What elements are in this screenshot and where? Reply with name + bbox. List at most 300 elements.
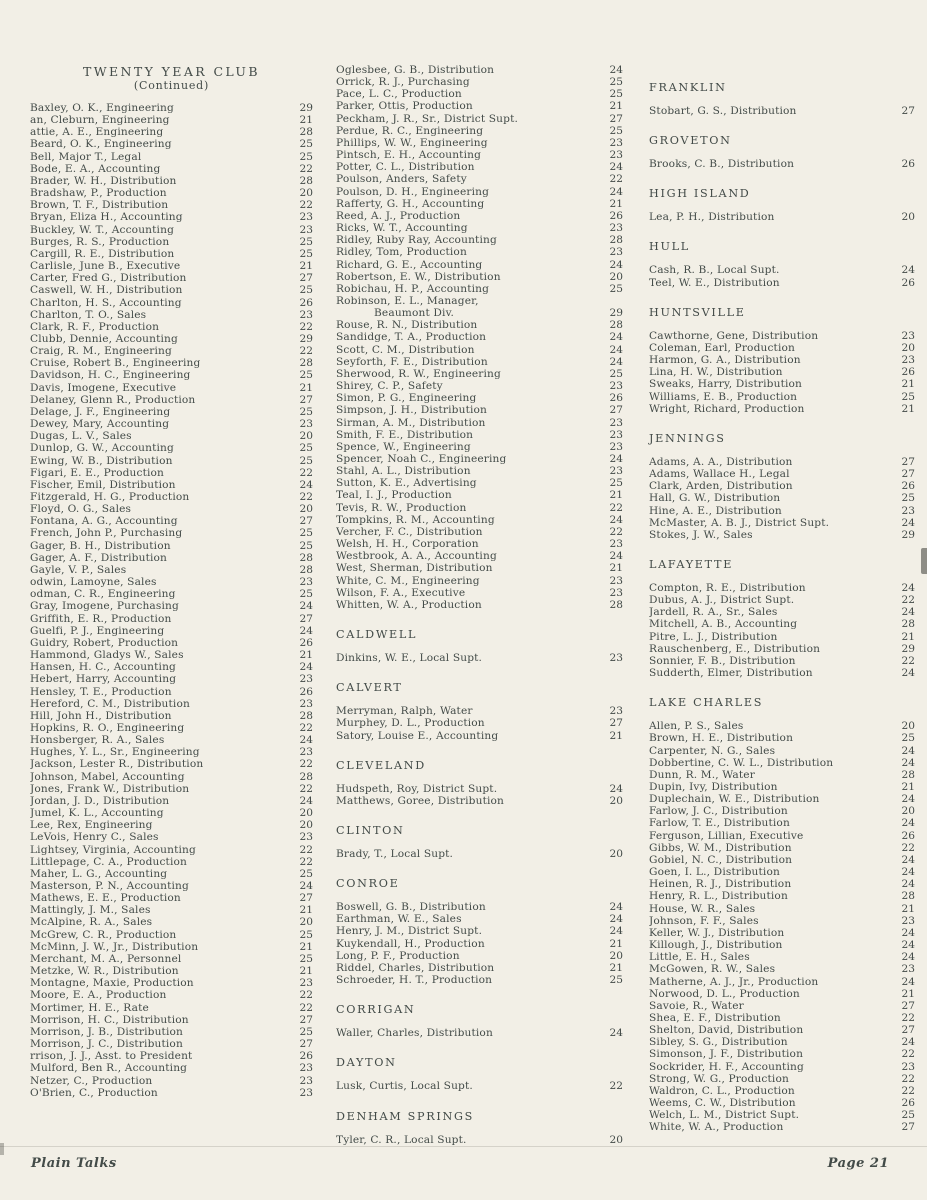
- member-years: 25: [609, 282, 623, 295]
- member-row: [336, 599, 623, 611]
- member-years: 24: [901, 264, 915, 277]
- member-years: 22: [299, 199, 313, 212]
- section-entries: [649, 211, 915, 223]
- member-row: [336, 514, 623, 526]
- member-name: Brooks, C. B., Distribution: [649, 158, 795, 171]
- member-name: Lee, Rex, Engineering: [30, 819, 153, 832]
- member-name: Phillips, W. W., Engineering: [336, 136, 488, 149]
- member-row: [649, 976, 915, 988]
- member-row: [30, 637, 313, 649]
- member-row: [649, 963, 915, 975]
- section-heading: LAKE CHARLES: [649, 696, 764, 710]
- member-years: 29: [901, 528, 915, 541]
- member-row: [30, 394, 313, 406]
- member-name: Hall, G. W., Distribution: [649, 492, 781, 505]
- member-row: [649, 618, 915, 630]
- section-entries: [649, 720, 915, 1133]
- member-row: [30, 904, 313, 916]
- member-years: 28: [901, 618, 915, 631]
- member-name: Teel, W. E., Distribution: [649, 276, 780, 289]
- member-row: [30, 977, 313, 989]
- member-row: [30, 564, 313, 576]
- member-name: McAlpine, R. A., Sales: [30, 916, 153, 929]
- member-years: 24: [609, 331, 623, 344]
- member-name: Morrison, J. C., Distribution: [30, 1038, 183, 1051]
- section-heading: DAYTON: [336, 1056, 397, 1070]
- member-years: 23: [901, 1060, 915, 1073]
- member-years: 21: [609, 961, 623, 974]
- member-name: Metzke, W. R., Distribution: [30, 965, 179, 978]
- member-years: 25: [609, 974, 623, 987]
- member-years: 26: [901, 1097, 915, 1110]
- member-row: [30, 309, 313, 321]
- member-name: Ridley, Tom, Production: [336, 246, 467, 259]
- member-name: Adams, A. A., Distribution: [649, 455, 793, 468]
- member-name: Spence, W., Engineering: [336, 440, 471, 453]
- member-years: 25: [901, 732, 915, 745]
- member-years: 23: [299, 576, 313, 589]
- member-name: Stokes, J. W., Sales: [649, 528, 753, 541]
- member-name: Earthman, W. E., Sales: [336, 913, 462, 926]
- member-row: [30, 515, 313, 527]
- member-row: [30, 758, 313, 770]
- member-name: Bryan, Eliza H., Accounting: [30, 211, 183, 224]
- section-entries: [649, 158, 915, 170]
- member-row: [30, 345, 313, 357]
- member-years: 23: [609, 586, 623, 599]
- member-name: Burges, R. S., Production: [30, 235, 170, 248]
- member-row: [336, 88, 623, 100]
- member-years: 28: [299, 709, 313, 722]
- member-row: [30, 297, 313, 309]
- member-name: Maher, L. G., Accounting: [30, 867, 168, 880]
- member-years: 25: [299, 235, 313, 248]
- member-row: [649, 582, 915, 594]
- member-row: [336, 1080, 623, 1092]
- member-name: Kuykendall, H., Production: [336, 937, 485, 950]
- member-row: [336, 161, 623, 173]
- member-years: 20: [609, 270, 623, 283]
- member-row: [30, 1002, 313, 1014]
- member-name: Hebert, Harry, Accounting: [30, 673, 177, 686]
- member-name: Clark, R. F., Production: [30, 320, 160, 333]
- member-years: 25: [299, 247, 313, 260]
- member-row: [336, 368, 623, 380]
- member-years: 24: [609, 925, 623, 938]
- member-row: [649, 1085, 915, 1097]
- member-years: 21: [299, 965, 313, 978]
- member-years: 23: [299, 977, 313, 990]
- member-years: 27: [901, 455, 915, 468]
- member-row: [336, 392, 623, 404]
- member-name: Allen, P. S., Sales: [649, 720, 744, 733]
- member-years: 20: [609, 949, 623, 962]
- member-row: [336, 149, 623, 161]
- member-years: 26: [299, 685, 313, 698]
- member-years: 27: [901, 999, 915, 1012]
- member-row: [336, 283, 623, 295]
- section-heading: CALVERT: [336, 681, 403, 695]
- member-name: McGowen, R. W., Sales: [649, 963, 776, 976]
- member-row: [336, 125, 623, 137]
- member-name: Merryman, Ralph, Water: [336, 705, 473, 718]
- member-row: [30, 831, 313, 843]
- member-years: 20: [609, 794, 623, 807]
- member-row: [649, 655, 915, 667]
- member-name: Perdue, R. C., Engineering: [336, 124, 484, 137]
- member-name: Tompkins, R. M., Accounting: [336, 513, 495, 526]
- member-years: 24: [609, 550, 623, 563]
- member-years: 24: [609, 1027, 623, 1040]
- member-years: 28: [901, 768, 915, 781]
- section-entries: [336, 1080, 623, 1092]
- member-name: Jardell, R. A., Sr., Sales: [649, 606, 778, 619]
- member-row: [336, 526, 623, 538]
- member-name: Gray, Imogene, Purchasing: [30, 600, 179, 613]
- member-name: Killough, J., Distribution: [649, 939, 783, 952]
- member-years: 22: [901, 1072, 915, 1085]
- member-row: [336, 465, 623, 477]
- member-row: [649, 330, 915, 342]
- member-years: 22: [299, 1001, 313, 1014]
- member-name: Cargill, R. E., Distribution: [30, 247, 175, 260]
- member-name: Rafferty, G. H., Accounting: [336, 197, 485, 210]
- member-name: Brown, T. F., Distribution: [30, 199, 169, 212]
- member-years: 25: [299, 952, 313, 965]
- member-years: [619, 295, 623, 307]
- member-name: Mathews, E. E., Production: [30, 892, 181, 905]
- member-name: Gobiel, N. C., Distribution: [649, 853, 793, 866]
- member-years: 21: [901, 402, 915, 415]
- member-name: Henry, J. M., District Supt.: [336, 925, 483, 938]
- member-name: Fontana, A. G., Accounting: [30, 515, 178, 528]
- member-name: Savoie, R., Water: [649, 999, 744, 1012]
- member-name: Davis, Imogene, Executive: [30, 381, 177, 394]
- member-name: Poulson, Anders, Safety: [336, 173, 467, 186]
- member-name: Charlton, T. O., Sales: [30, 308, 147, 321]
- member-name: Caswell, W. H., Distribution: [30, 284, 183, 297]
- member-row: [30, 892, 313, 904]
- member-name: Sandidge, T. A., Production: [336, 331, 487, 344]
- member-row: [30, 418, 313, 430]
- member-row: [336, 380, 623, 392]
- section-heading: JENNINGS: [649, 431, 726, 445]
- member-name: Carlisle, June B., Executive: [30, 260, 181, 273]
- member-row: [336, 453, 623, 465]
- member-name: Sonnier, F. B., Distribution: [649, 654, 796, 667]
- member-years: 20: [299, 187, 313, 200]
- member-name: O'Brien, C., Production: [30, 1086, 158, 1099]
- member-row: [336, 925, 623, 937]
- member-row: [30, 272, 313, 284]
- member-years: 23: [901, 504, 915, 517]
- member-years: 23: [901, 354, 915, 367]
- member-row: [336, 137, 623, 149]
- member-years: 23: [609, 222, 623, 235]
- member-row: [649, 1024, 915, 1036]
- member-years: 20: [609, 847, 623, 860]
- member-years: 29: [299, 332, 313, 345]
- member-row: [649, 158, 915, 170]
- member-row: [30, 333, 313, 345]
- member-years: 24: [609, 343, 623, 356]
- member-name: Dubus, A. J., District Supt.: [649, 594, 795, 607]
- member-years: 24: [609, 913, 623, 926]
- member-row: [30, 941, 313, 953]
- member-years: 24: [901, 606, 915, 619]
- member-name: Ewing, W. B., Distribution: [30, 454, 173, 467]
- section-entries: [336, 652, 623, 664]
- member-years: 23: [609, 246, 623, 259]
- member-years: 24: [901, 878, 915, 891]
- member-years: 22: [901, 1011, 915, 1024]
- member-row: [649, 403, 915, 415]
- member-years: 24: [901, 667, 915, 680]
- section-heading: HUNTSVILLE: [649, 305, 746, 319]
- member-row: [336, 441, 623, 453]
- member-row: [336, 319, 623, 331]
- member-years: 24: [299, 661, 313, 674]
- member-years: 24: [299, 734, 313, 747]
- member-years: 22: [299, 855, 313, 868]
- member-name: Oglesbee, G. B., Distribution: [336, 64, 495, 76]
- member-years: 20: [901, 211, 915, 224]
- member-name: Brader, W. H., Distribution: [30, 174, 177, 187]
- member-name: Hill, John H., Distribution: [30, 709, 172, 722]
- member-years: 25: [299, 405, 313, 418]
- member-years: 27: [299, 1038, 313, 1051]
- member-years: 25: [901, 390, 915, 403]
- member-name: Shea, E. F., Distribution: [649, 1011, 781, 1024]
- member-row: [30, 856, 313, 868]
- member-years: 25: [299, 284, 313, 297]
- member-name: Carpenter, N. G., Sales: [649, 744, 776, 757]
- member-row: [336, 795, 623, 807]
- member-years: 23: [299, 418, 313, 431]
- member-row: [30, 807, 313, 819]
- section-heading: CALDWELL: [336, 628, 418, 642]
- member-row: [336, 477, 623, 489]
- member-name: Norwood, D. L., Production: [649, 987, 800, 1000]
- member-name: Rauschenberg, E., Distribution: [649, 642, 821, 655]
- member-row: [30, 382, 313, 394]
- member-years: 22: [609, 525, 623, 538]
- page-number: Page 21: [827, 1156, 889, 1171]
- member-years: 21: [609, 937, 623, 950]
- member-years: 27: [299, 515, 313, 528]
- member-years: 27: [609, 404, 623, 417]
- member-name: Dupin, Ivy, Distribution: [649, 781, 778, 793]
- member-row: [30, 989, 313, 1001]
- member-years: 27: [901, 1024, 915, 1037]
- member-row: [336, 186, 623, 198]
- member-row: [30, 734, 313, 746]
- member-row: [649, 505, 915, 517]
- member-row: [30, 284, 313, 296]
- member-row: [649, 378, 915, 390]
- member-row: [649, 1097, 915, 1109]
- member-years: 25: [299, 539, 313, 552]
- member-years: 26: [299, 1050, 313, 1063]
- member-name: Schroeder, H. T., Production: [336, 974, 493, 987]
- member-years: 27: [901, 105, 915, 117]
- member-row: [649, 606, 915, 618]
- member-years: 23: [609, 574, 623, 587]
- member-row: [336, 198, 623, 210]
- member-name: Dunn, R. M., Water: [649, 768, 755, 781]
- member-name: Sutton, K. E., Advertising: [336, 477, 477, 490]
- member-years: 21: [609, 562, 623, 575]
- member-row: [649, 793, 915, 805]
- column-2: [336, 64, 623, 1146]
- member-name: Murphey, D. L., Production: [336, 717, 485, 730]
- member-years: 23: [609, 136, 623, 149]
- member-name: Beard, O. K., Engineering: [30, 138, 172, 151]
- member-name: Riddel, Charles, Distribution: [336, 961, 495, 974]
- member-years: 24: [299, 624, 313, 637]
- member-row: [649, 781, 915, 793]
- member-name: Bell, Major T., Legal: [30, 150, 142, 163]
- member-name: Ferguson, Lillian, Executive: [649, 829, 804, 842]
- member-row: [336, 562, 623, 574]
- member-name: Adams, Wallace H., Legal: [649, 468, 790, 481]
- section-entries: [649, 330, 915, 415]
- member-name: Pace, L. C., Production: [336, 88, 462, 101]
- member-name: Dewey, Mary, Accounting: [30, 418, 170, 431]
- member-row: [30, 710, 313, 722]
- member-years: 26: [901, 480, 915, 493]
- member-name: Bode, E. A., Accounting: [30, 162, 161, 175]
- member-row: [336, 938, 623, 950]
- member-name: Coleman, Earl, Production: [649, 341, 795, 354]
- member-years: 24: [609, 513, 623, 526]
- member-name: Simon, P. G., Engineering: [336, 392, 477, 405]
- member-years: 24: [609, 355, 623, 368]
- member-row: [30, 649, 313, 661]
- member-years: 27: [299, 892, 313, 905]
- member-name: Hensley, T. E., Production: [30, 685, 172, 698]
- member-name: Masterson, P. N., Accounting: [30, 880, 189, 892]
- member-name: Westbrook, A. A., Accounting: [336, 550, 497, 563]
- member-row: [649, 277, 915, 289]
- member-years: 23: [901, 963, 915, 976]
- section-heading: FRANKLIN: [649, 81, 727, 94]
- member-row: [30, 175, 313, 187]
- member-name: Dobbertine, C. W. L., Distribution: [649, 756, 834, 769]
- member-years: 25: [299, 867, 313, 880]
- member-name: Spencer, Noah C., Engineering: [336, 453, 507, 465]
- member-name: Sweaks, Harry, Distribution: [649, 378, 803, 391]
- member-row: [30, 151, 313, 163]
- section-entries: [649, 105, 915, 117]
- member-name: Ridley, Ruby Ray, Accounting: [336, 234, 497, 247]
- member-years: 24: [901, 793, 915, 806]
- member-years: 22: [609, 501, 623, 514]
- member-years: 25: [609, 76, 623, 89]
- member-name: Robichau, H. P., Accounting: [336, 282, 490, 295]
- member-years: 24: [901, 853, 915, 866]
- member-name: Mitchell, A. B., Accounting: [649, 618, 798, 631]
- member-name: Strong, W. G., Production: [649, 1072, 789, 1085]
- member-years: 21: [609, 197, 623, 210]
- member-name: Gager, B. H., Distribution: [30, 539, 171, 552]
- member-years: 21: [609, 100, 623, 113]
- member-years: 24: [609, 258, 623, 271]
- member-name: attie, A. E., Engineering: [30, 126, 164, 139]
- member-name: Orrick, R. J., Purchasing: [336, 76, 470, 89]
- member-row: [649, 951, 915, 963]
- member-years: 28: [299, 126, 313, 139]
- member-row: [336, 848, 623, 860]
- member-row: [30, 868, 313, 880]
- member-name: Farlow, J. C., Distribution: [649, 805, 788, 818]
- member-row: [336, 417, 623, 429]
- member-name: Little, E. H., Sales: [649, 951, 750, 964]
- member-row: [336, 652, 623, 664]
- member-row: [336, 587, 623, 599]
- member-name: Long, P. F., Production: [336, 949, 460, 962]
- member-row: [649, 988, 915, 1000]
- member-years: 22: [299, 782, 313, 795]
- member-years: 25: [299, 138, 313, 151]
- member-row: [30, 248, 313, 260]
- member-years: 22: [901, 594, 915, 607]
- member-row: [649, 769, 915, 781]
- member-name: Pitre, L. J., Distribution: [649, 630, 778, 643]
- member-name: Gager, A. F., Distribution: [30, 551, 168, 564]
- member-row: [649, 667, 915, 679]
- member-years: 21: [901, 987, 915, 1000]
- member-years: 24: [901, 975, 915, 988]
- member-name: Honsberger, R. A., Sales: [30, 734, 165, 747]
- member-name: Welch, L. M., District Supt.: [649, 1109, 800, 1122]
- member-years: 24: [901, 817, 915, 830]
- member-years: 22: [609, 173, 623, 186]
- member-name: Jackson, Lester R., Distribution: [30, 758, 204, 771]
- member-years: 27: [299, 272, 313, 285]
- member-name: Gibbs, W. M., Distribution: [649, 841, 792, 854]
- member-row: [30, 224, 313, 236]
- member-years: 28: [901, 890, 915, 903]
- member-row: [30, 1075, 313, 1087]
- member-row: [649, 842, 915, 854]
- member-years: 23: [609, 538, 623, 551]
- member-years: 23: [609, 416, 623, 429]
- member-name: Dunlop, G. W., Accounting: [30, 442, 174, 455]
- member-row: [336, 295, 623, 307]
- member-row: [30, 321, 313, 333]
- section-heading: HIGH ISLAND: [649, 187, 751, 201]
- member-name: McMaster, A. B. J., District Supt.: [649, 516, 830, 529]
- member-name: Satory, Louise E., Accounting: [336, 729, 499, 742]
- member-name: Williams, E. B., Production: [649, 390, 798, 403]
- member-row: [30, 527, 313, 539]
- member-name: Vercher, F. C., Distribution: [336, 525, 483, 538]
- member-years: 20: [609, 1133, 623, 1146]
- member-name: Dugas, L. V., Sales: [30, 430, 132, 443]
- member-row: [30, 576, 313, 588]
- member-name: Poulson, D. H., Engineering: [336, 185, 490, 198]
- member-row: [336, 1027, 623, 1039]
- member-years: 25: [299, 1025, 313, 1038]
- member-name: Clark, Arden, Distribution: [649, 480, 793, 493]
- member-years: 20: [901, 805, 915, 818]
- member-row: [336, 489, 623, 501]
- member-years: 23: [901, 329, 915, 342]
- member-name: Robinson, E. L., Manager,: [336, 294, 479, 307]
- member-name: Cawthorne, Gene, Distribution: [649, 329, 819, 342]
- member-name: Smith, F. E., Distribution: [336, 428, 474, 441]
